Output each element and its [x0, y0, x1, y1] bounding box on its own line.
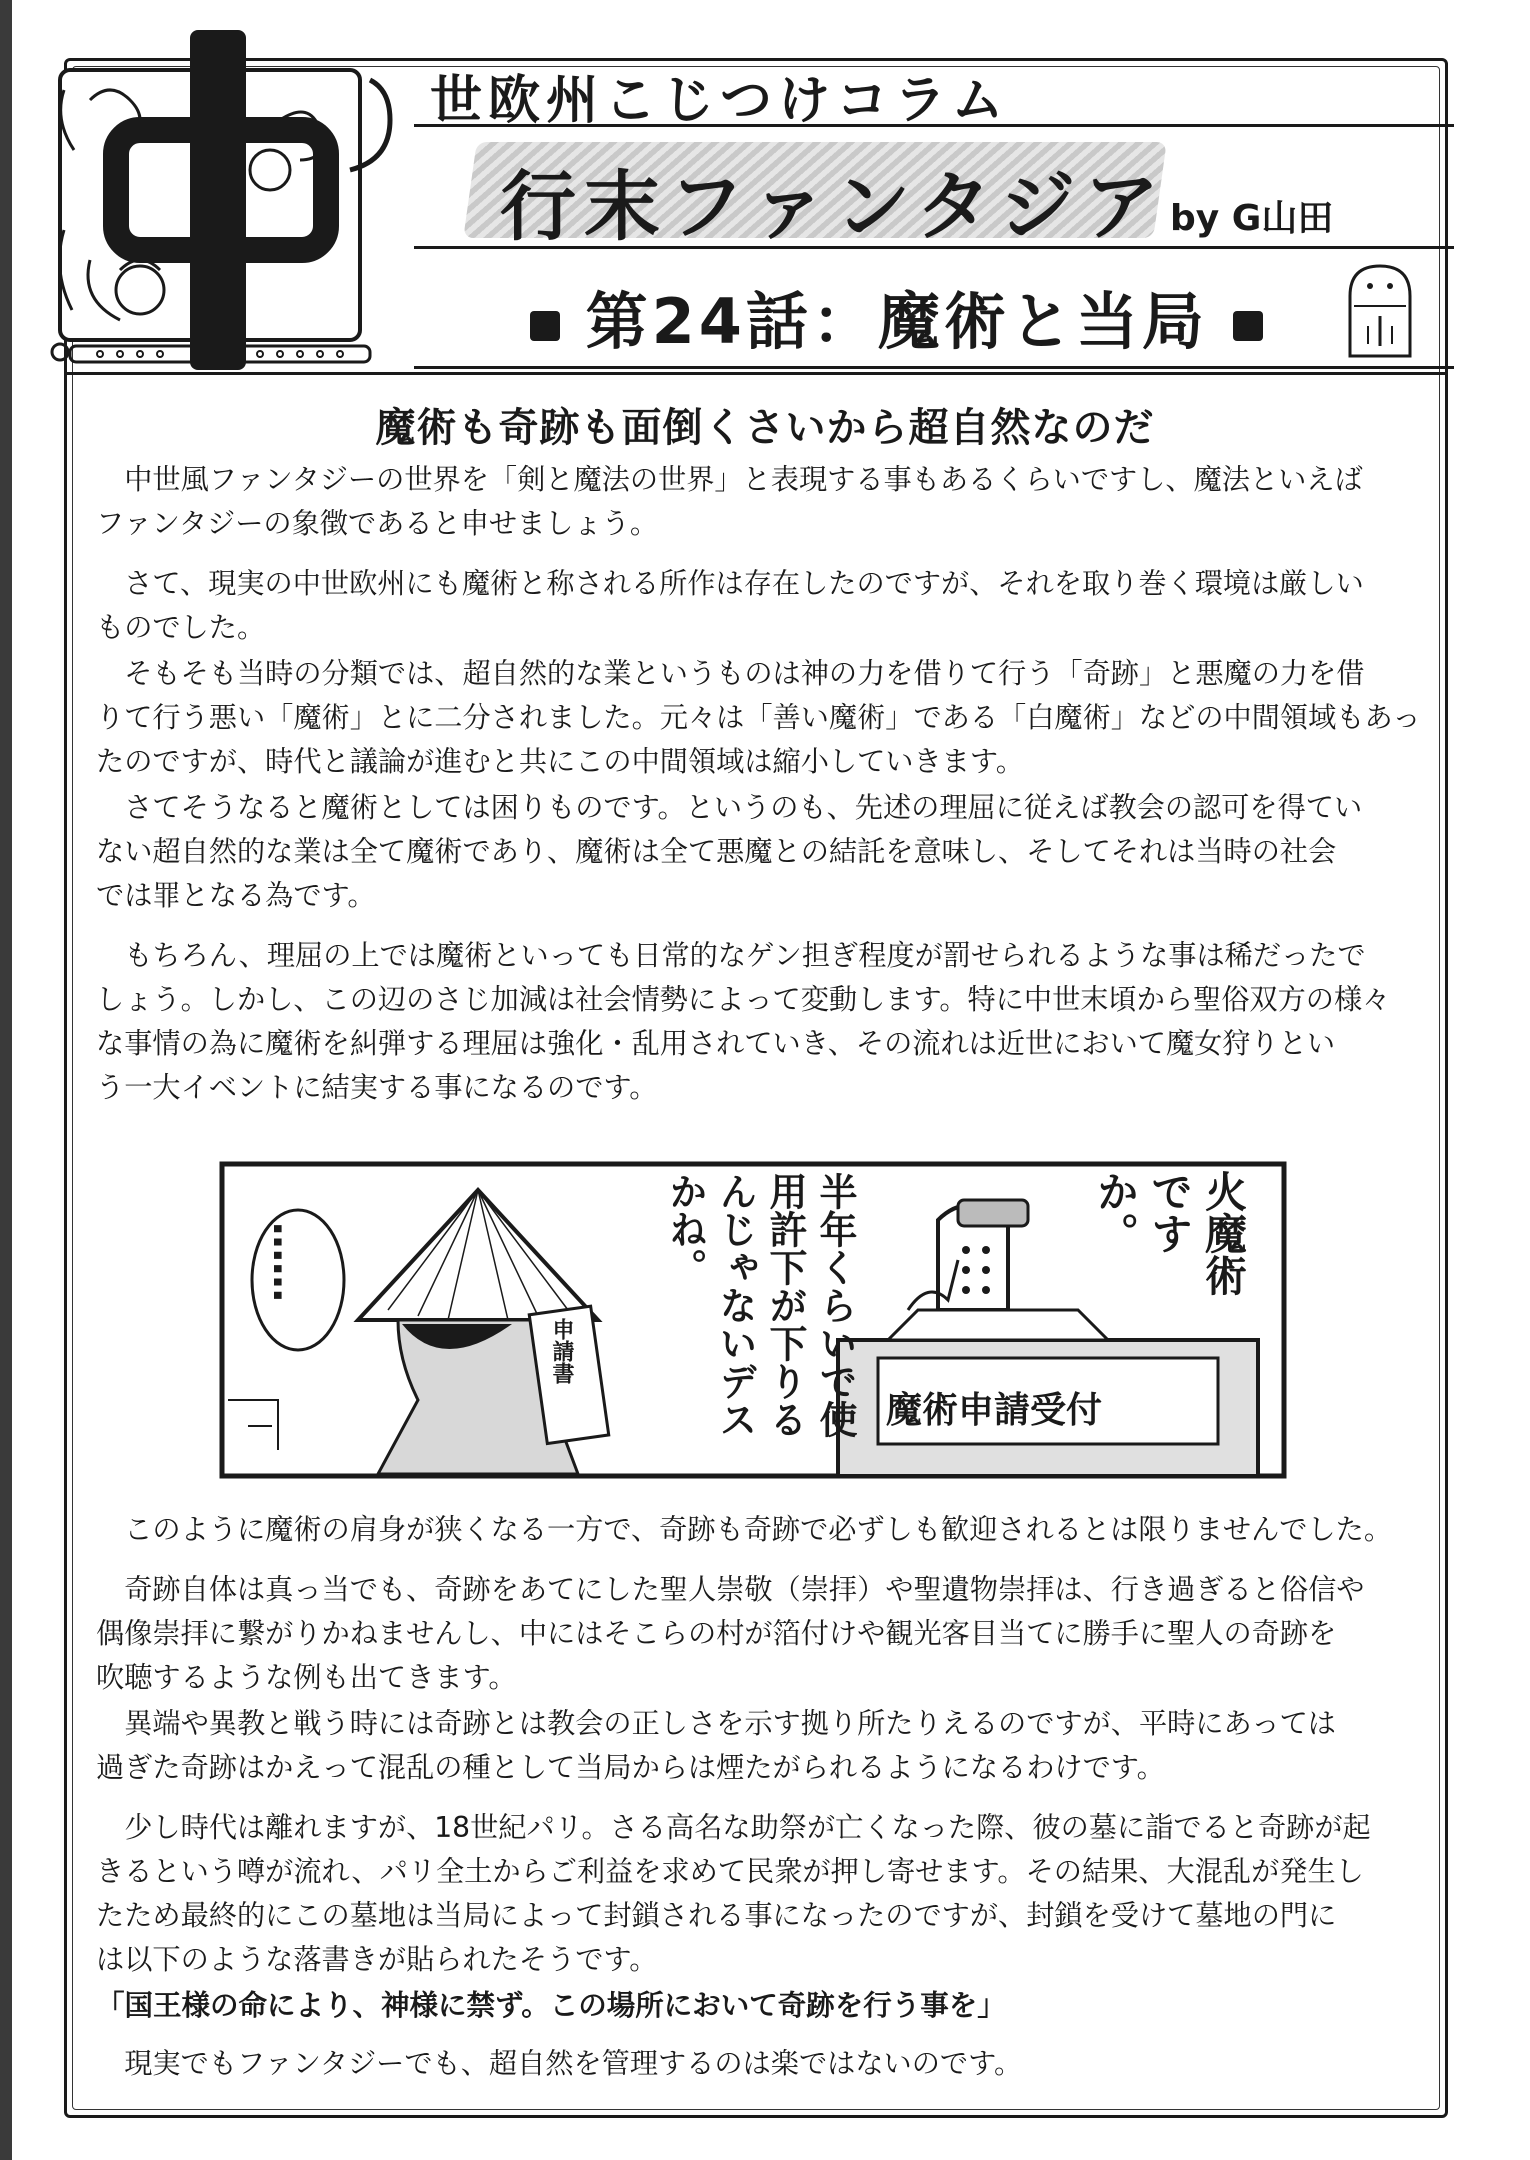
header-divider — [64, 372, 1448, 375]
byline: by G山田 — [1170, 198, 1334, 239]
page-edge — [0, 0, 12, 2160]
paragraph: 異端や異教と戦う時には奇跡とは教会の正しさを示す拠り所たりえるのですが、平時にあっては 過ぎた奇跡はかえって混乱の種として当局からは煙たがられるようになるわけです。 — [96, 1707, 1336, 1784]
main-title: 行末ファンタジア — [500, 162, 1168, 251]
section-heading: 魔術も奇跡も面倒くさいから超自然なのだ — [375, 405, 1155, 451]
paragraph: さてそうなると魔術としては困りものです。というのも、先述の理屈に従えば教会の認可を得てい ない超自然的な業は全て魔術であり、魔術は全て悪魔との結託を意味し、そしてそれは当時の社会 では罪となる為です。 — [96, 791, 1363, 912]
paragraph: さて、現実の中世欧州にも魔術と称される所作は存在したのですが、それを取り巻く環境は厳しい ものでした。 — [96, 567, 1364, 644]
comic-counter-sign: 魔術申請受付 — [886, 1390, 1103, 1431]
quote: 「国王様の命により、神様に禁ず。この場所において奇跡を行う事を」 — [96, 1989, 1006, 2022]
episode-mark-icon — [1233, 311, 1263, 341]
paragraph: もちろん、理屈の上では魔術といっても日常的なゲン担ぎ程度が罰せられるような事は稀だったで しょう。しかし、この辺のさじ加減は社会情勢によって変動します。特に中世末頃から聖俗双方の様々 な事情の為に魔術を糾弾する理屈は強化・乱用されていき、その流れは近世において魔女狩りとい う一大イベントに結実する事になるのです。 — [96, 939, 1391, 1104]
comic-speech-customer: 半年くらいで使用許下が下りるんじゃないデスかね。 — [663, 1172, 857, 1438]
paragraph: このように魔術の肩身が狭くなる一方で、奇跡も奇跡で必ずしも歓迎されるとは限りませんでした。 — [96, 1513, 1393, 1546]
dropcap-illustration — [50, 30, 402, 370]
closing-paragraph: 現実でもファンタジーでも、超自然を管理するのは楽ではないのです。 — [96, 2047, 1023, 2080]
comic-document-label: 申請書 — [549, 1318, 574, 1384]
episode-title — [530, 272, 1263, 361]
comic-speech-clerk: 火魔術ですか。 — [1091, 1170, 1248, 1296]
episode-text: 第24話：魔術と当局 — [585, 285, 1208, 358]
paragraph: 中世風ファンタジーの世界を「剣と魔法の世界」と表現する事もあるくらいですし、魔法といえば ファンタジーの象徴であると申せましょう。 — [96, 463, 1363, 540]
mascot-icon — [1340, 256, 1420, 366]
header-rule — [414, 366, 1454, 369]
comic-ellipsis: …… — [264, 1222, 310, 1302]
series-title: 世欧州こじつけコラム — [430, 71, 1010, 131]
episode-mark-icon — [530, 311, 560, 341]
paragraph: そもそも当時の分類では、超自然的な業というものは神の力を借りて行う「奇跡」と悪魔の力を借 りて行う悪い「魔術」とに二分されました。元々は「善い魔術」である「白魔術」などの中間領域もあっ たのですが、時代と議論が進むと共にこの中間領域は縮小していきます。 — [96, 657, 1421, 778]
paragraph: 少し時代は離れますが、18世紀パリ。さる高名な助祭が亡くなった際、彼の墓に詣でると奇跡が起 きるという噂が流れ、パリ全土からご利益を求めて民衆が押し寄せます。その結果、大混乱が発生し たため最終的にこの墓地は当局によって封鎖される事になったのですが、封鎖を受けて墓地の門に は以下のような落書きが貼られたそうです。 — [96, 1811, 1371, 1976]
paragraph: 奇跡自体は真っ当でも、奇跡をあてにした聖人崇敬（崇拝）や聖遺物崇拝は、行き過ぎると俗信や 偶像崇拝に繋がりかねませんし、中にはそこらの村が箔付けや観光客目当てに勝手に聖人の奇跡を 吹聴するような例も出てきます。 — [96, 1573, 1365, 1694]
